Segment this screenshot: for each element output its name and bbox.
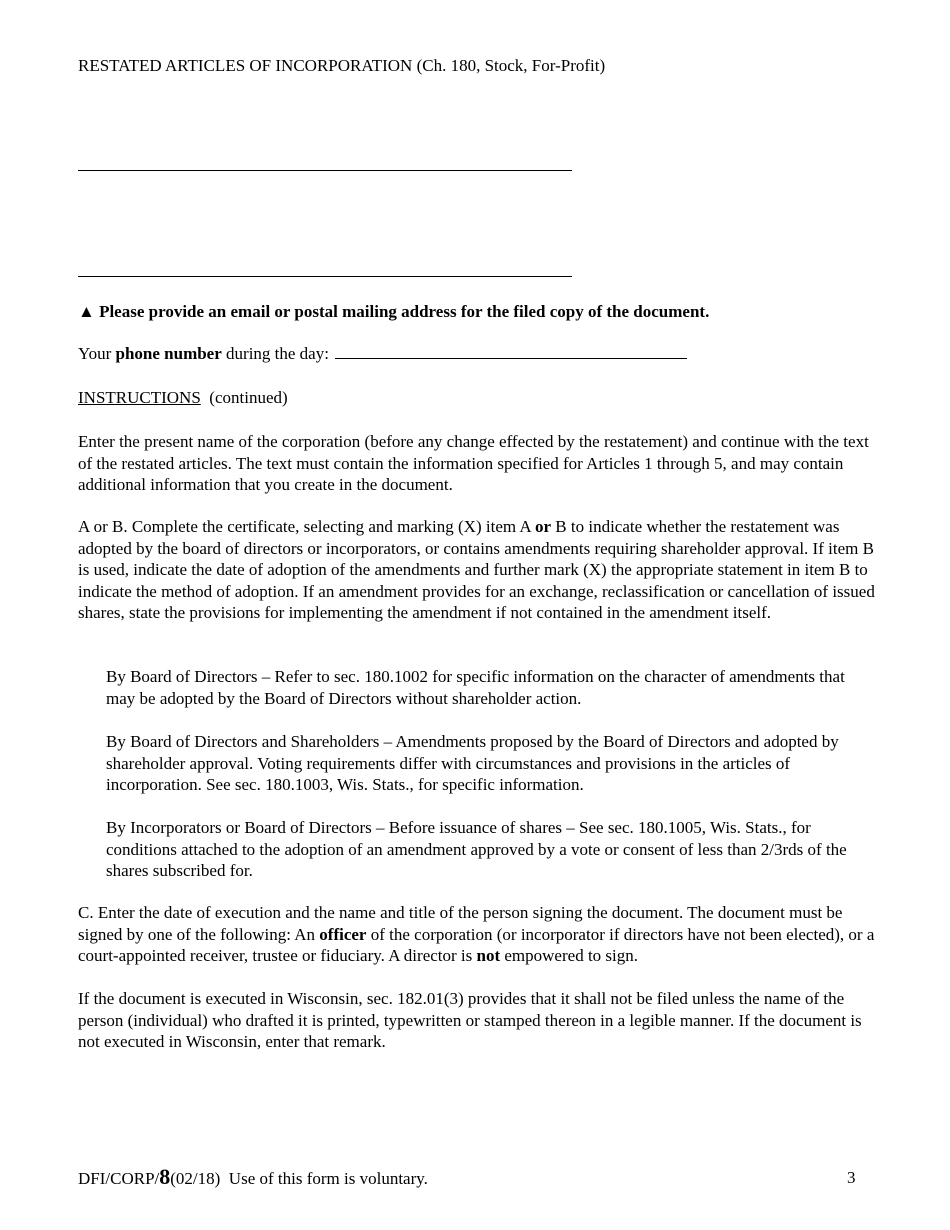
instructions-heading: INSTRUCTIONS — [78, 388, 201, 407]
a-or-b-text-1: A or B. Complete the certificate, selecting and marking (X) item A — [78, 517, 535, 536]
a-or-b-or: or — [534, 517, 552, 536]
phone-label-bold: phone number — [115, 344, 222, 363]
sub-incorporators-or-board: By Incorporators or Board of Directors – Before issuance of shares – See sec. 180.1005, Wis. Stats., for conditions attached to the adoption of an amendment approved by a vote or consent of less than 2/3rds of the shares subscribed for. — [106, 818, 847, 880]
footer-form-suffix: (02/18) Use of this form is voluntary. — [170, 1169, 428, 1188]
phone-label-post: during the day: — [221, 344, 329, 363]
phone-row — [78, 344, 687, 364]
c-not: not — [476, 946, 501, 965]
instructions-continued: (continued) — [209, 388, 288, 407]
phone-number-field[interactable] — [335, 344, 687, 359]
c-text-2: of the corporation (or incorporator if directors have not been elected), or a court-appointed receiver, trustee or fiduciary. A director is — [78, 924, 875, 965]
mailing-note — [78, 302, 709, 322]
page-number: 3 — [847, 1168, 856, 1187]
triangle-icon: ▲ — [78, 302, 95, 321]
footer-form-id — [78, 1164, 428, 1190]
address-line-2[interactable] — [78, 276, 572, 277]
c-text-3: empowered to sign. — [500, 946, 638, 965]
address-line-1[interactable] — [78, 170, 572, 171]
paragraph-wisconsin: If the document is executed in Wisconsin, sec. 182.01(3) provides that it shall not be filed unless the name of the person (individual) who drafted it is printed, typewritten or stamped thereon in a legible manner. If the document is not executed in Wisconsin, enter that remark. — [78, 989, 862, 1051]
mailing-note-text: Please provide an email or postal mailing address for the filed copy of the document. — [99, 302, 710, 321]
paragraph-a-or-b — [78, 516, 878, 624]
footer-form-prefix: DFI/CORP/ — [78, 1169, 160, 1188]
phone-label-pre: Your — [78, 344, 116, 363]
instructions-heading-row — [78, 388, 288, 408]
sub-board-and-shareholders: By Board of Directors and Shareholders – Amendments proposed by the Board of Directors and adopted by shareholder approval. Voting requirements differ with circumstances and provisions in the articles of incorporation. See sec. 180.1003, Wis. Stats., for specific information. — [106, 732, 839, 794]
c-text-1: C. Enter the date of execution and the name and title of the person signing the document. The document must be signed by one of the following: An — [78, 903, 843, 944]
paragraph-present-name: Enter the present name of the corporation (before any change effected by the restatement) and continue with the text of the restated articles. The text must contain the information specified for Articles 1 through 5, and may contain additional information that you create in the document. — [78, 432, 869, 494]
sub-board-of-directors: By Board of Directors – Refer to sec. 180.1002 for specific information on the character of amendments that may be adopted by the Board of Directors without shareholder action. — [106, 667, 845, 708]
footer-form-number: 8 — [159, 1164, 171, 1189]
c-officer: officer — [319, 924, 367, 944]
form-title: RESTATED ARTICLES OF INCORPORATION (Ch. 180, Stock, For-Profit) — [78, 56, 606, 75]
a-or-b-text-2: B to indicate whether the restatement was adopted by the board of directors or incorporators, or contains amendments requiring shareholder approval. If item B is used, indicate the date of adoption of the amendments and further mark (X) the appropriate statement in item B to indicate the method of adoption. If an amendment provides for an exchange, reclassification or cancellation of issued shares, state the provisions for implementing the amendment if not contained in the amendment itself. — [78, 517, 875, 622]
paragraph-c — [78, 902, 878, 967]
